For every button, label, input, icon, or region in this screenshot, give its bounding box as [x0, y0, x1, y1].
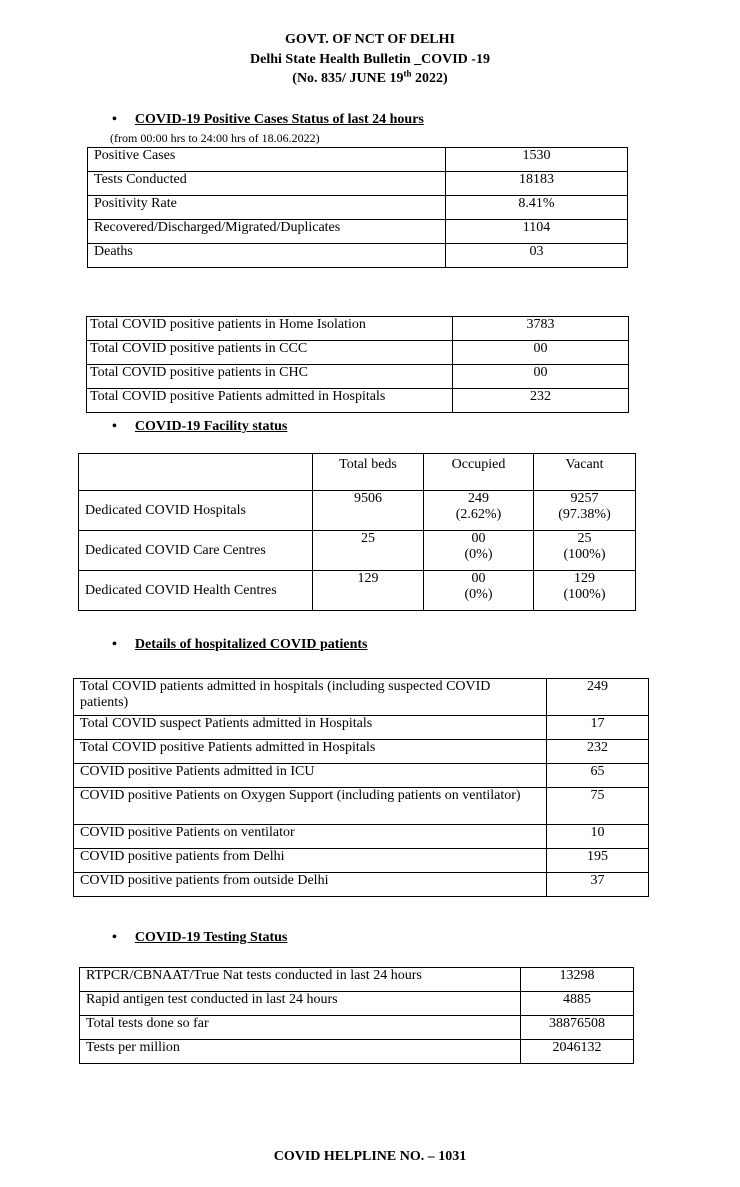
- helpline-footer: COVID HELPLINE NO. – 1031: [273, 1149, 467, 1164]
- table-row: [74, 764, 649, 788]
- bullet-icon: •: [112, 637, 117, 652]
- table-row: [88, 220, 628, 244]
- row-label: Total COVID positive patients in CHC: [87, 365, 453, 389]
- table-header-row: [79, 454, 636, 491]
- table-row: [87, 365, 629, 389]
- occupied-value: 249 (2.62%): [424, 491, 534, 531]
- table-row: [74, 788, 649, 825]
- table-row: [74, 825, 649, 849]
- table-row: [88, 172, 628, 196]
- header-vacant: Vacant: [534, 454, 636, 491]
- reporting-window-note: (from 00:00 hrs to 24:00 hrs of 18.06.2022): [110, 131, 320, 145]
- row-value: 75: [547, 788, 649, 825]
- row-value: 10: [547, 825, 649, 849]
- row-label: Deaths: [88, 244, 446, 268]
- row-value: 03: [446, 244, 628, 268]
- bullet-icon: •: [112, 419, 117, 434]
- table-row: [74, 679, 649, 716]
- row-label: Positive Cases: [88, 148, 446, 172]
- row-label: Total COVID patients admitted in hospitals (including suspected COVID patients): [74, 679, 547, 716]
- row-label: Dedicated COVID Health Centres: [79, 571, 313, 611]
- row-value: 38876508: [521, 1016, 634, 1040]
- section-positive-cases-heading: [112, 112, 424, 128]
- row-value: 65: [547, 764, 649, 788]
- bulletin-title: Delhi State Health Bulletin _COVID -19: [250, 52, 490, 67]
- vacant-value: 129 (100%): [534, 571, 636, 611]
- row-value: 2046132: [521, 1040, 634, 1064]
- table-row: [80, 1040, 634, 1064]
- row-label: Recovered/Discharged/Migrated/Duplicates: [88, 220, 446, 244]
- table-row: [88, 148, 628, 172]
- row-value: 37: [547, 873, 649, 897]
- row-label: Tests per million: [80, 1040, 521, 1064]
- table-row: [74, 716, 649, 740]
- section-title: COVID-19 Positive Cases Status of last 24 hours: [134, 112, 424, 127]
- table-row: [87, 389, 629, 413]
- row-label: Dedicated COVID Hospitals: [79, 491, 313, 531]
- row-label: Total COVID suspect Patients admitted in Hospitals: [74, 716, 547, 740]
- row-label: COVID positive patients from Delhi: [74, 849, 547, 873]
- row-label: Total COVID positive patients in CCC: [87, 341, 453, 365]
- row-label: Positivity Rate: [88, 196, 446, 220]
- table-row: [74, 873, 649, 897]
- row-value: 00: [453, 341, 629, 365]
- occupied-value: 00 (0%): [424, 531, 534, 571]
- table-row: [80, 1016, 634, 1040]
- row-value: 1530: [446, 148, 628, 172]
- row-label: COVID positive Patients on Oxygen Support (including patients on ventilator): [74, 788, 547, 825]
- row-value: 8.41%: [446, 196, 628, 220]
- header-occupied: Occupied: [424, 454, 534, 491]
- row-value: 1104: [446, 220, 628, 244]
- row-value: 00: [453, 365, 629, 389]
- row-value: 18183: [446, 172, 628, 196]
- table-row: [79, 571, 636, 611]
- row-label: Total tests done so far: [80, 1016, 521, 1040]
- total-beds-value: 129: [313, 571, 424, 611]
- table-row: [79, 531, 636, 571]
- bulletin-govt-title: GOVT. OF NCT OF DELHI: [285, 32, 455, 47]
- bullet-icon: •: [112, 112, 117, 127]
- table-row: [74, 740, 649, 764]
- section-title: COVID-19 Testing Status: [134, 930, 288, 945]
- row-value: 3783: [453, 317, 629, 341]
- row-value: 232: [453, 389, 629, 413]
- row-label: Total COVID positive Patients admitted in Hospitals: [87, 389, 453, 413]
- positive-cases-table: [87, 147, 628, 268]
- section-testing-heading: [112, 930, 287, 946]
- table-row: [88, 196, 628, 220]
- row-label: Rapid antigen test conducted in last 24 hours: [80, 992, 521, 1016]
- row-value: 17: [547, 716, 649, 740]
- bullet-icon: •: [112, 930, 117, 945]
- row-label: COVID positive Patients admitted in ICU: [74, 764, 547, 788]
- table-row: [79, 491, 636, 531]
- row-label: RTPCR/CBNAAT/True Nat tests conducted in last 24 hours: [80, 968, 521, 992]
- row-label: COVID positive Patients on ventilator: [74, 825, 547, 849]
- row-label: Dedicated COVID Care Centres: [79, 531, 313, 571]
- vacant-value: 25 (100%): [534, 531, 636, 571]
- row-value: 232: [547, 740, 649, 764]
- table-row: [80, 968, 634, 992]
- facility-status-table: [78, 453, 636, 611]
- table-row: [80, 992, 634, 1016]
- bulletin-number: (No. 835/ JUNE 19th 2022): [292, 68, 448, 86]
- vacant-value: 9257 (97.38%): [534, 491, 636, 531]
- occupied-value: 00 (0%): [424, 571, 534, 611]
- section-title: COVID-19 Facility status: [134, 419, 288, 434]
- header-blank: [79, 454, 313, 491]
- row-label: Total COVID positive patients in Home Isolation: [87, 317, 453, 341]
- row-label: Total COVID positive Patients admitted in Hospitals: [74, 740, 547, 764]
- row-label: Tests Conducted: [88, 172, 446, 196]
- hospitalized-patients-table: [73, 678, 649, 897]
- section-hospitalized-heading: [112, 637, 367, 653]
- total-beds-value: 9506: [313, 491, 424, 531]
- table-row: [88, 244, 628, 268]
- table-row: [87, 341, 629, 365]
- row-label: COVID positive patients from outside Delhi: [74, 873, 547, 897]
- isolation-table: [86, 316, 629, 413]
- row-value: 195: [547, 849, 649, 873]
- section-title: Details of hospitalized COVID patients: [134, 637, 368, 652]
- row-value: 4885: [521, 992, 634, 1016]
- total-beds-value: 25: [313, 531, 424, 571]
- testing-status-table: [79, 967, 634, 1064]
- row-value: 13298: [521, 968, 634, 992]
- table-row: [74, 849, 649, 873]
- row-value: 249: [547, 679, 649, 716]
- section-facility-heading: [112, 419, 287, 435]
- header-total-beds: Total beds: [313, 454, 424, 491]
- table-row: [87, 317, 629, 341]
